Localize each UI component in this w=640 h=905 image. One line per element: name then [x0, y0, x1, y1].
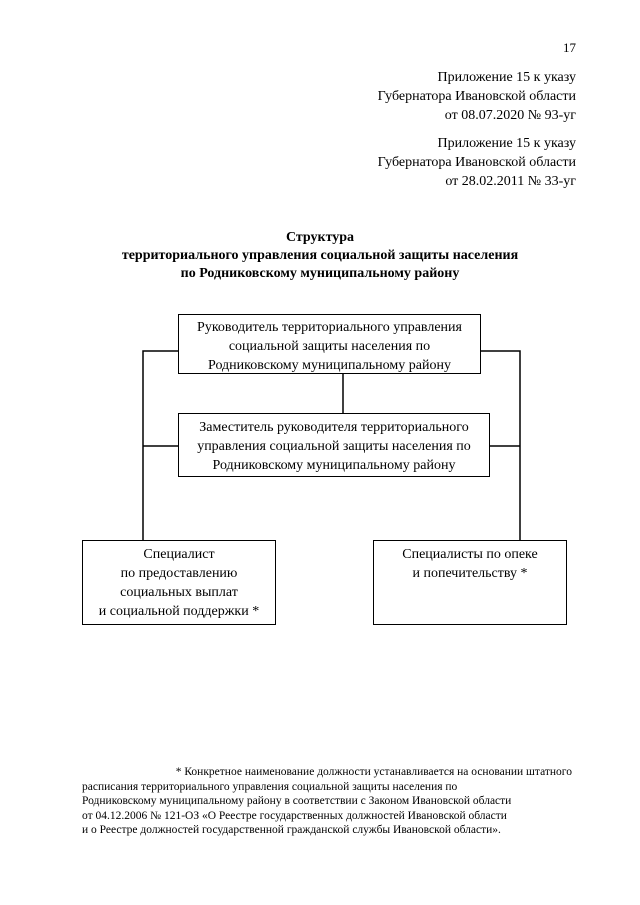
box-line: Родниковскому муниципальному району [212, 458, 456, 473]
box-line: Родниковскому муниципальному району [208, 358, 451, 373]
box-line: и социальной поддержки * [98, 604, 260, 619]
box-line: Специалист [143, 547, 215, 562]
box-line: Специалисты по опеке [402, 547, 538, 562]
footnote [82, 765, 572, 838]
box-line: социальной защиты населения по [228, 339, 431, 354]
box-line: Заместитель руководителя территориального [199, 420, 469, 435]
social-payments-specialist-box [82, 540, 276, 625]
deputy-head-box [178, 413, 490, 477]
appendix-line: Приложение 15 к указу [437, 136, 576, 151]
guardianship-specialists-box [373, 540, 567, 625]
footnote-line: * Конкретное наименование должности устанавливается на основании штатного [175, 766, 572, 778]
title-line: по Родниковскому муниципальному району [180, 266, 460, 281]
footnote-line: Родниковскому муниципальному району в соответствии с Законом Ивановской области [82, 795, 512, 807]
box-line: социальных выплат [120, 585, 238, 600]
footnote-line: расписания территориального управления социальной защиты населения по [82, 780, 458, 793]
box-line: Руководитель территориального управления [197, 320, 462, 335]
appendix-line: от 08.07.2020 № 93-уг [444, 108, 576, 123]
page-number: 17 [563, 40, 576, 55]
appendix-line: Губернатора Ивановской области [377, 89, 576, 104]
appendix-line: Приложение 15 к указу [437, 70, 576, 85]
appendix-line: от 28.02.2011 № 33-уг [445, 174, 576, 189]
box-line: управления социальной защиты населения по [197, 439, 471, 454]
head-of-department-box [178, 314, 481, 374]
footnote-line: от 04.12.2006 № 121-ОЗ «О Реестре государственных должностей Ивановской области [82, 809, 507, 822]
title-line: территориального управления социальной защиты населения [121, 248, 519, 263]
box-line: и попечительству * [412, 566, 528, 581]
footnote-line: и о Реестре должностей государственной гражданской службы Ивановской области». [82, 824, 501, 836]
box-line: по предоставлению [120, 566, 238, 581]
title-line: Структура [285, 230, 355, 245]
appendix-line: Губернатора Ивановской области [377, 155, 576, 170]
